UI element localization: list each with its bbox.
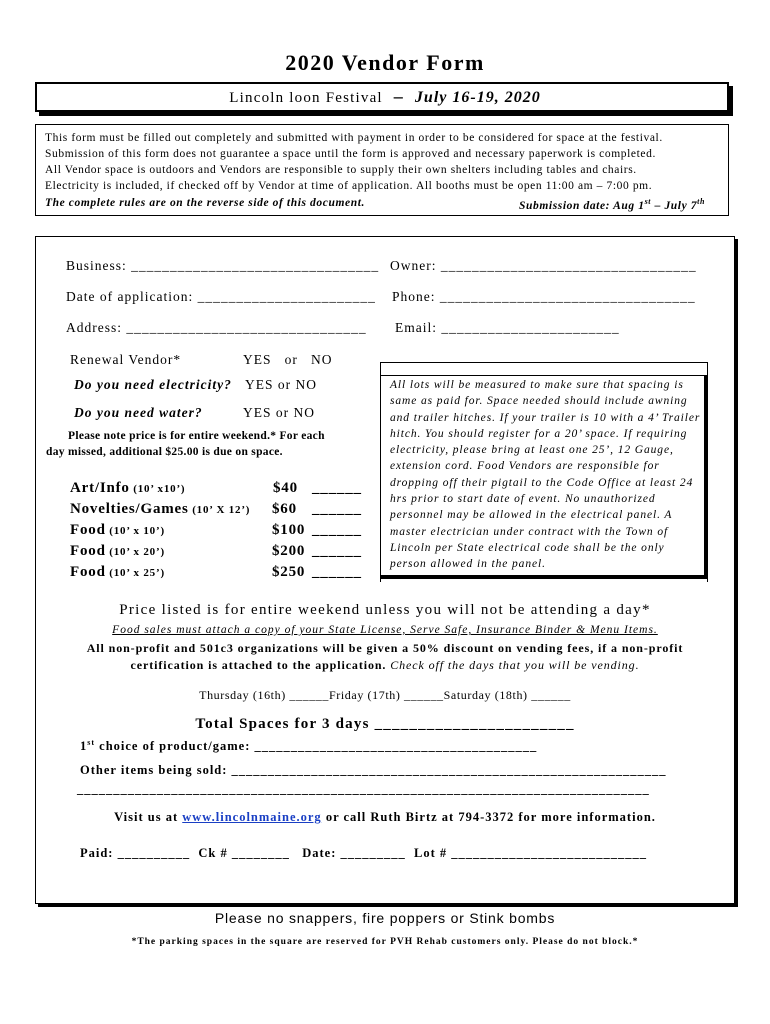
pricing-blank[interactable]: ______ [312, 480, 362, 496]
instructions-line-2: Submission of this form does not guarantee a space until the form is approved and necessary paperwork is completed. [45, 148, 656, 160]
price-note-line-1: Please note price is for entire weekend.* For each [68, 430, 325, 442]
water-options[interactable]: YES or NO [243, 405, 315, 420]
other-items-field[interactable]: Other items being sold: ____________________________________________________________ [80, 763, 667, 777]
pricing-price: $200 [272, 543, 306, 559]
festival-dash: – [393, 86, 404, 106]
pricing-price: $250 [272, 564, 306, 580]
nonprofit-line-2: certification is attached to the application. Check off the days that you will be vending. [130, 658, 640, 672]
other-items-line-2[interactable]: _______________________________________________________________________________ [77, 782, 650, 796]
instructions-line-3: All Vendor space is outdoors and Vendors are responsible to supply their own shelters including tables and chairs. [45, 164, 637, 176]
submission-date: Submission date: Aug 1st – July 7th [519, 197, 705, 212]
first-choice-field[interactable]: 1st choice of product/game: _______________________________________ [80, 738, 538, 754]
pricing-blank[interactable]: ______ [312, 564, 362, 580]
pricing-row: Food (10’ x 25’) [70, 564, 165, 580]
date-field[interactable]: Date of application: _______________________ [66, 289, 376, 304]
weekend-note: Price listed is for entire weekend unless you will not be attending a day* [119, 602, 651, 618]
renewal-label: Renewal Vendor* [70, 352, 182, 367]
owner-field[interactable]: Owner: _________________________________ [390, 258, 697, 273]
visit-line: Visit us at www.lincolnmaine.org or call Ruth Birtz at 794-3372 for more information. [114, 810, 656, 824]
website-link[interactable]: www.lincolnmaine.org [182, 810, 322, 824]
address-field[interactable]: Address: _______________________________ [66, 320, 367, 335]
total-spaces[interactable]: Total Spaces for 3 days _______________________ [195, 716, 575, 732]
business-field[interactable]: Business: ________________________________ [66, 258, 380, 273]
pricing-blank[interactable]: ______ [312, 522, 362, 538]
snappers-note: Please no snappers, fire poppers or Stink bombs [214, 910, 556, 926]
nonprofit-line-1: All non-profit and 501c3 organizations will be given a 50% discount on vending fees, if a non-profit [86, 641, 684, 655]
pricing-price: $100 [272, 522, 306, 538]
parking-note: *The parking spaces in the square are reserved for PVH Rehab customers only. Please do not block.* [131, 937, 639, 947]
pricing-row: Novelties/Games (10’ X 12’) [70, 501, 251, 517]
pricing-row: Art/Info (10’ x10’) [70, 480, 186, 496]
pricing-price: $60 [272, 501, 297, 517]
water-label: Do you need water? [74, 405, 203, 420]
instructions-line-4: Electricity is included, if checked off by Vendor at time of application. All booths must be open 11:00 am – 7:00 pm. [45, 180, 653, 192]
festival-dates: July 16-19, 2020 [414, 89, 541, 106]
festival-name: Lincoln loon Festival [229, 90, 383, 106]
office-use-line[interactable]: Paid: __________ Ck # ________ Date: _________ Lot # ___________________________ [80, 846, 647, 860]
pricing-row: Food (10’ x 10’) [70, 522, 165, 538]
lots-note: All lots will be measured to make sure that spacing is same as paid for. Space needed should include awning and trailer hitches. If your trailer is 10 with a 4’ Trailer hitch. You should register for a 20’ space. If requiring electricity, please bring at least one 25’, 12 Gauge, extension cord. Food Vendors are responsible for dropping off their pigtail to the Code Office at least 24 hrs prior to start date of event. No unauthorized personnel may be allowed in the electrical panel. A master electrician under contract with the Town of Lincoln per State electrical code shall be the only person allowed in the panel. [390, 379, 701, 571]
renewal-options[interactable]: YES or NO [243, 352, 333, 367]
form-title: 2020 Vendor Form [285, 50, 485, 75]
pricing-blank[interactable]: ______ [312, 543, 362, 559]
phone-field[interactable]: Phone: _________________________________ [392, 289, 696, 304]
email-field[interactable]: Email: _______________________ [395, 320, 620, 335]
price-note-line-2: day missed, additional $25.00 is due on space. [46, 446, 283, 458]
vending-days[interactable]: Thursday (16th) ______Friday (17th) ______Saturday (18th) ______ [199, 688, 571, 702]
pricing-blank[interactable]: ______ [312, 501, 362, 517]
instructions-line-1: This form must be filled out completely and submitted with payment in order to be considered for space at the festival. [45, 132, 663, 144]
electricity-options[interactable]: YES or NO [245, 377, 317, 392]
festival-line [0, 86, 770, 107]
pricing-price: $40 [273, 480, 298, 496]
rules-note: The complete rules are on the reverse side of this document. [45, 197, 365, 209]
pricing-row: Food (10’ x 20’) [70, 543, 165, 559]
electricity-label: Do you need electricity? [74, 377, 232, 392]
food-sales-note: Food sales must attach a copy of your State License, Serve Safe, Insurance Binder & Menu Items. [112, 624, 658, 636]
